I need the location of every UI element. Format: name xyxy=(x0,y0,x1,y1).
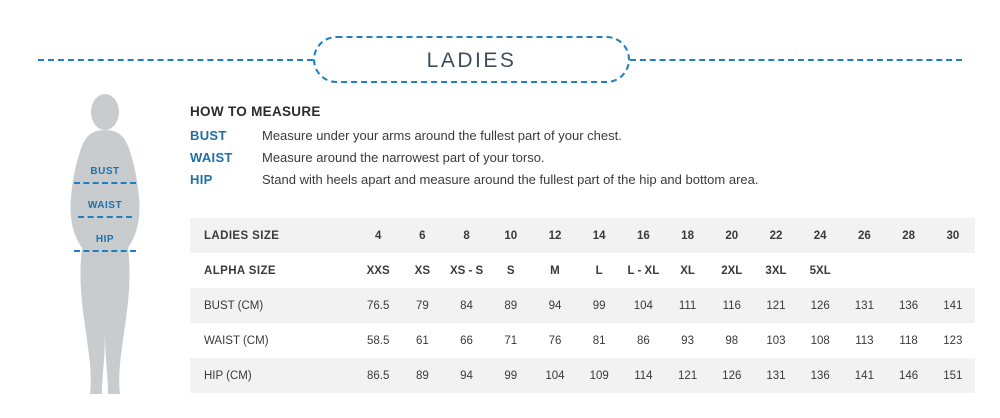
cell: XXS xyxy=(366,264,390,277)
cell: 104 xyxy=(633,299,653,312)
cell: 71 xyxy=(504,334,518,347)
cell: 123 xyxy=(943,334,963,347)
cell: 136 xyxy=(898,299,919,312)
how-to-measure-heading: HOW TO MEASURE xyxy=(190,104,321,119)
cell: 99 xyxy=(592,299,606,312)
cell: XS - S xyxy=(449,264,484,277)
table-row xyxy=(190,288,975,323)
cell: 79 xyxy=(415,299,429,312)
cell: 12 xyxy=(548,229,562,242)
cell: 104 xyxy=(545,369,565,382)
measure-term-waist: WAIST xyxy=(190,150,233,165)
cell: 146 xyxy=(898,369,919,382)
row-label-hip: HIP (CM) xyxy=(204,369,252,382)
measure-desc-hip: Stand with heels apart and measure around the fullest part of the hip and bottom area. xyxy=(262,172,759,187)
measure-term-bust: BUST xyxy=(190,128,227,143)
cell: 111 xyxy=(678,299,697,312)
cell: L - XL xyxy=(627,264,660,277)
cell: 30 xyxy=(946,229,960,242)
size-chart-table xyxy=(190,218,975,393)
cell: 81 xyxy=(592,334,606,347)
cell xyxy=(886,253,930,288)
cell: 131 xyxy=(854,299,874,312)
figure-label-bust: BUST xyxy=(90,166,120,177)
row-label-ladies-size: LADIES SIZE xyxy=(204,229,280,242)
how-to-measure-section xyxy=(190,104,970,194)
cell: 61 xyxy=(415,334,429,347)
cell: 151 xyxy=(943,369,963,382)
cell: 76.5 xyxy=(366,299,390,312)
how-to-measure-row xyxy=(190,128,970,143)
cell: 76 xyxy=(548,334,562,347)
cell: XL xyxy=(680,264,695,277)
cell: 126 xyxy=(810,299,830,312)
cell: 16 xyxy=(636,229,650,242)
cell: 18 xyxy=(681,229,694,242)
row-label-bust: BUST (CM) xyxy=(204,299,264,312)
cell: 89 xyxy=(415,369,429,382)
measure-desc-waist: Measure around the narrowest part of your torso. xyxy=(262,150,545,165)
cell xyxy=(842,253,886,288)
header-dashed-line-right xyxy=(630,59,962,61)
cell: 99 xyxy=(504,369,518,382)
table-row xyxy=(190,358,975,393)
female-silhouette-icon xyxy=(40,92,170,402)
figure-dash-hip xyxy=(74,250,136,252)
figure-dash-bust xyxy=(74,182,136,184)
cell: 86 xyxy=(636,334,650,347)
cell: 58.5 xyxy=(366,334,390,347)
cell: 84 xyxy=(460,299,473,312)
cell: 26 xyxy=(857,229,871,242)
cell: 94 xyxy=(548,299,562,312)
cell: L xyxy=(595,264,603,277)
cell xyxy=(931,253,975,288)
cell: 121 xyxy=(766,299,786,312)
figure-dash-waist xyxy=(78,216,132,218)
cell: 136 xyxy=(810,369,830,382)
cell: 118 xyxy=(899,334,918,347)
cell: 22 xyxy=(769,229,783,242)
cell: S xyxy=(506,264,515,277)
measure-term-hip: HIP xyxy=(190,172,213,187)
page-title-box xyxy=(313,36,630,83)
cell: 14 xyxy=(592,229,606,242)
cell: 3XL xyxy=(765,264,787,277)
measure-desc-bust: Measure under your arms around the fullest part of your chest. xyxy=(262,128,622,143)
cell: 10 xyxy=(504,229,518,242)
how-to-measure-row xyxy=(190,172,970,187)
cell: 114 xyxy=(634,369,653,382)
cell: 126 xyxy=(722,369,742,382)
table-row xyxy=(190,323,975,358)
cell: 89 xyxy=(504,299,518,312)
cell: 108 xyxy=(810,334,830,347)
cell: 4 xyxy=(374,229,382,242)
cell: 109 xyxy=(589,369,609,382)
figure-label-hip: HIP xyxy=(95,234,115,245)
body-diagram xyxy=(40,92,170,402)
cell: 94 xyxy=(460,369,473,382)
cell: 86.5 xyxy=(366,369,390,382)
cell: 103 xyxy=(766,334,786,347)
cell: 116 xyxy=(722,299,741,312)
table-row xyxy=(190,253,975,288)
cell: 131 xyxy=(766,369,786,382)
header-dashed-line-left xyxy=(38,59,313,61)
table-row xyxy=(190,218,975,253)
cell: 66 xyxy=(460,334,473,347)
cell: 113 xyxy=(855,334,874,347)
cell: 141 xyxy=(854,369,874,382)
figure-label-waist: WAIST xyxy=(87,200,123,211)
cell: 20 xyxy=(725,229,739,242)
how-to-measure-row xyxy=(190,150,970,165)
cell: 141 xyxy=(943,299,963,312)
cell: 24 xyxy=(813,229,827,242)
cell: 121 xyxy=(677,369,698,382)
cell: 98 xyxy=(725,334,739,347)
row-label-waist: WAIST (CM) xyxy=(204,334,269,347)
page-title: LADIES xyxy=(426,49,517,72)
cell: 28 xyxy=(902,229,915,242)
cell: 2XL xyxy=(721,264,743,277)
cell: 8 xyxy=(463,229,470,242)
cell: M xyxy=(550,264,560,277)
cell: 5XL xyxy=(809,264,831,277)
row-label-alpha-size: ALPHA SIZE xyxy=(204,264,276,277)
cell: XS xyxy=(414,264,431,277)
cell: 6 xyxy=(419,229,426,242)
cell: 93 xyxy=(681,334,694,347)
page-header xyxy=(0,36,1000,84)
